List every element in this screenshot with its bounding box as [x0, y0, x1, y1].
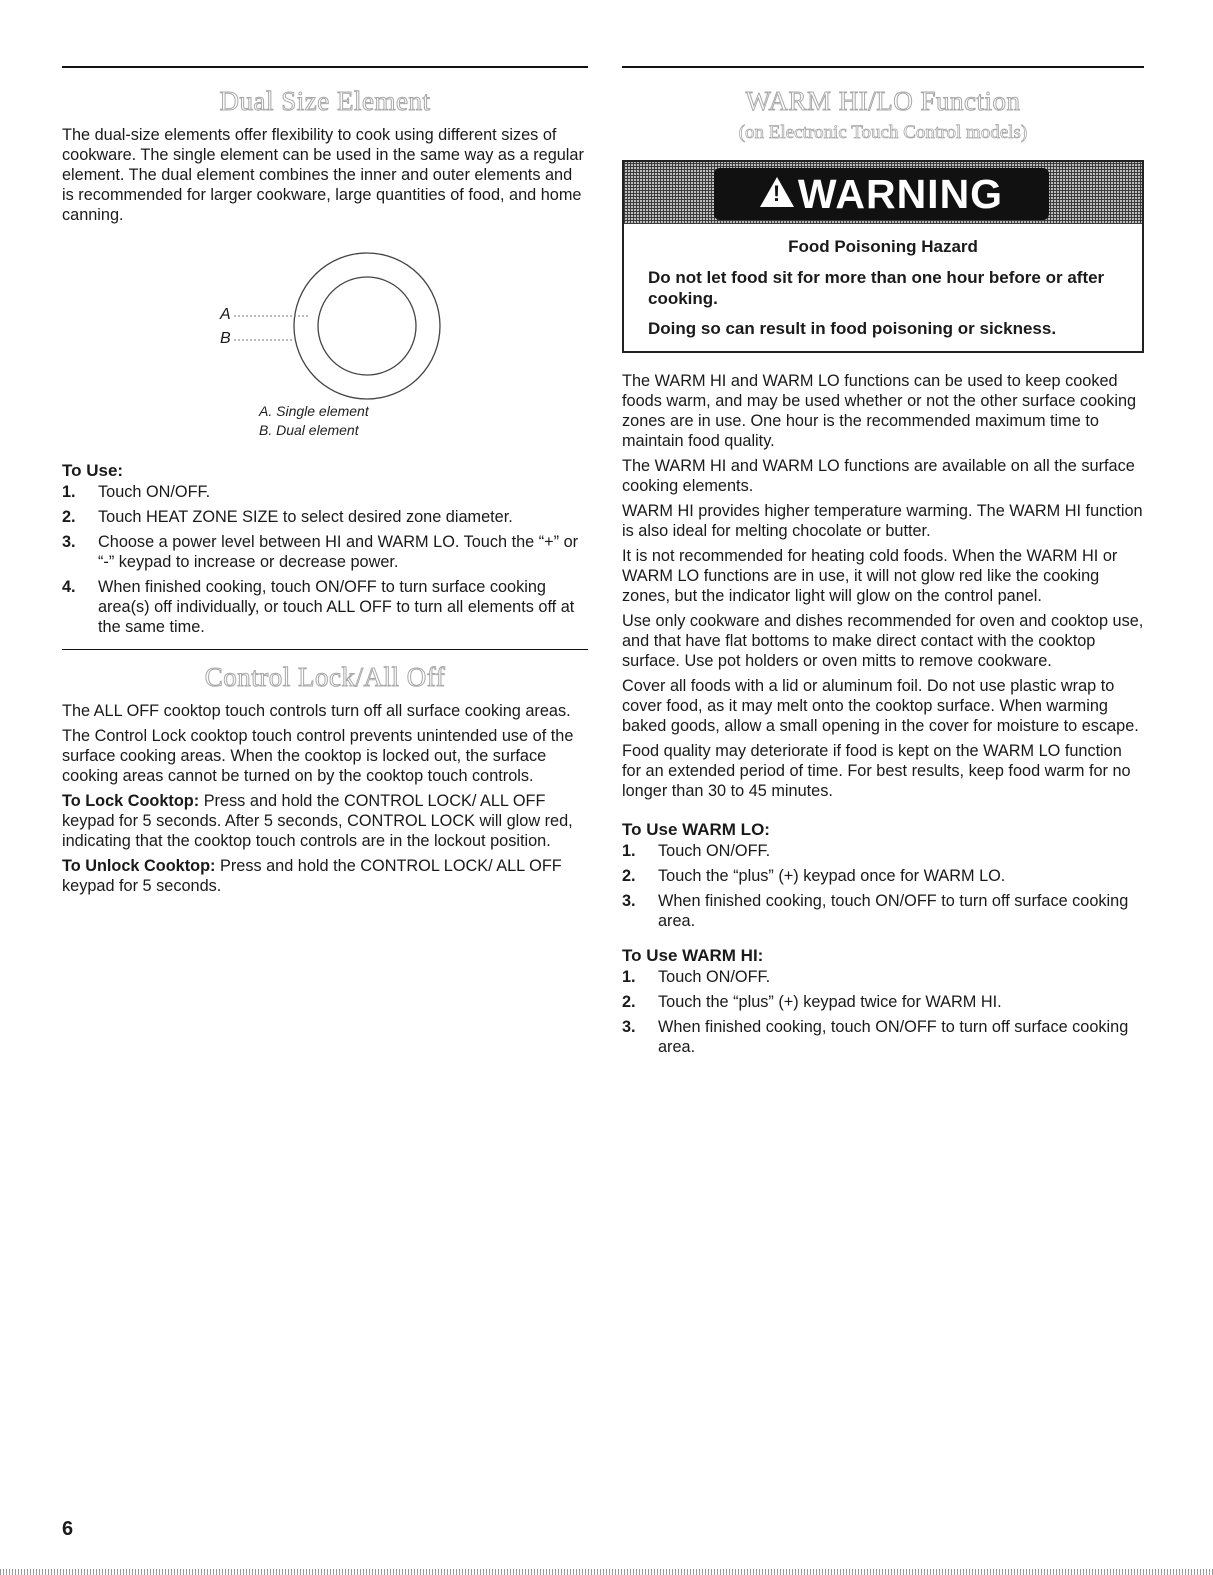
left-column [62, 66, 588, 901]
unlock-cooktop-text: Press and hold the CONTROL LOCK/ ALL OFF keypad for 5 seconds. [62, 857, 562, 895]
warm-paragraph: Cover all foods with a lid or aluminum foil. Do not use plastic wrap to cover food, as it may melt onto the cooktop surface. When warming baked goods, allow a small opening in the cover for moisture to escape. [622, 677, 1139, 735]
step-number: 1. [62, 483, 76, 501]
step-text: Touch the “plus” (+) keypad once for WARM LO. [658, 867, 1006, 885]
step-text: Choose a power level between HI and WARM LO. Touch the “+” or “-” keypad to increase or decrease power. [98, 533, 579, 571]
step-number: 1. [622, 842, 636, 860]
warm-lo-steps [622, 841, 1144, 931]
to-use-steps [62, 482, 588, 637]
diagram-label-b: B [220, 330, 231, 347]
section-rule [62, 649, 588, 650]
warm-paragraph: Food quality may deteriorate if food is kept on the WARM LO function for an extended period of time. For best results, keep food warm for no longer than 30 to 45 minutes. [622, 742, 1131, 800]
list-item [622, 841, 1144, 861]
step-number: 2. [62, 508, 76, 526]
step-text: When finished cooking, touch ON/OFF to turn off surface cooking area. [658, 1018, 1129, 1056]
list-item [622, 992, 1144, 1012]
list-item [62, 577, 588, 637]
right-column [622, 66, 1144, 1062]
step-number: 2. [622, 867, 636, 885]
list-item [622, 1017, 1144, 1057]
warm-paragraph: The WARM HI and WARM LO functions can be used to keep cooked foods warm, and may be used whether or not the other surface cooking zones are in use. One hour is the recommended maximum time to maintain food quality. [622, 372, 1137, 450]
step-text: Touch ON/OFF. [658, 842, 771, 860]
step-number: 3. [622, 892, 636, 910]
step-text: Touch ON/OFF. [98, 483, 211, 501]
diagram-caption-b: B. Dual element [259, 422, 359, 438]
warning-heading: Food Poisoning Hazard [788, 237, 978, 256]
control-lock-p2: The Control Lock cooktop touch control prevents unintended use of the surface cooking areas. When the cooktop is locked out, the surface cooking areas cannot be turned on by the cooktop touch controls. [62, 727, 574, 785]
warning-triangle-icon [760, 177, 794, 207]
dual-element-illustration [62, 230, 588, 405]
step-number: 4. [62, 578, 76, 596]
page-number: 6 [62, 1518, 74, 1540]
warm-paragraph: WARM HI provides higher temperature warming. The WARM HI function is also ideal for melting chocolate or butter. [622, 502, 1143, 540]
step-number: 2. [622, 993, 636, 1011]
warm-paragraph: It is not recommended for heating cold foods. When the WARM HI or WARM LO functions are in use, it will not glow red like the cooking zones, but the indicator light will glow on the control panel. [622, 547, 1118, 605]
dual-size-title: Dual Size Element [219, 86, 431, 116]
lock-cooktop-label: To Lock Cooktop: [62, 792, 200, 810]
warm-paragraph: The WARM HI and WARM LO functions are available on all the surface cooking elements. [622, 457, 1135, 495]
step-number: 3. [62, 533, 76, 551]
diagram-label-a: A [220, 306, 231, 323]
warm-hi-steps [622, 967, 1144, 1057]
warning-label [714, 168, 1049, 220]
section-rule [622, 66, 1144, 68]
warning-body [624, 224, 1142, 351]
control-lock-title: Control Lock/All Off [204, 662, 446, 692]
lock-cooktop-text: Press and hold the CONTROL LOCK/ ALL OFF keypad for 5 seconds. After 5 seconds, CONTROL LOCK will glow red, indicating that the cooktop touch controls are in the lockout position. [62, 792, 573, 850]
to-use-heading: To Use: [62, 461, 124, 480]
step-text: Touch HEAT ZONE SIZE to select desired zone diameter. [98, 508, 513, 526]
warm-function-subtitle: (on Electronic Touch Control models) [738, 122, 1028, 143]
diagram-caption-a: A. Single element [259, 403, 369, 419]
warning-line-2: Doing so can result in food poisoning or sickness. [648, 319, 1057, 338]
warm-hi-heading: To Use WARM HI: [622, 946, 764, 965]
warm-function-title: WARM HI/LO Function [745, 86, 1021, 116]
list-item [62, 507, 588, 527]
step-text: When finished cooking, touch ON/OFF to turn off surface cooking area. [658, 892, 1129, 930]
section-rule [62, 66, 588, 68]
warning-box [622, 160, 1144, 353]
list-item [62, 482, 588, 502]
list-item [622, 891, 1144, 931]
step-text: When finished cooking, touch ON/OFF to turn surface cooking area(s) off individually, or touch ALL OFF to turn all elements off at the same time. [98, 578, 575, 636]
lock-cooktop-paragraph [62, 791, 588, 851]
warning-banner [624, 162, 1142, 224]
dual-size-intro: The dual-size elements offer flexibility to cook using different sizes of cookware. The single element can be used in the same way as a regular element. The dual element combines the inner and outer elements and is recommended for larger cookware, large quantities of food, and home canning. [62, 126, 584, 224]
warm-lo-heading: To Use WARM LO: [622, 820, 770, 839]
unlock-cooktop-label: To Unlock Cooktop: [62, 857, 216, 875]
dual-element-diagram [62, 230, 588, 460]
unlock-cooktop-paragraph [62, 856, 588, 896]
step-number: 1. [622, 968, 636, 986]
warning-line-1: Do not let food sit for more than one hour before or after cooking. [648, 268, 1105, 308]
warning-exclamation: ! [772, 181, 782, 206]
warm-paragraph: Use only cookware and dishes recommended for oven and cooktop use, and that have flat bottoms to make direct contact with the cooktop surface. Use pot holders or oven mitts to remove cookware. [622, 612, 1144, 670]
list-item [622, 967, 1144, 987]
list-item [622, 866, 1144, 886]
step-text: Touch the “plus” (+) keypad twice for WARM HI. [658, 993, 1002, 1011]
step-number: 3. [622, 1018, 636, 1036]
list-item [62, 532, 588, 572]
scan-edge [0, 1569, 1213, 1575]
warning-text: WARNING [797, 170, 1004, 217]
step-text: Touch ON/OFF. [658, 968, 771, 986]
warm-function-body [622, 371, 1144, 801]
control-lock-p1: The ALL OFF cooktop touch controls turn off all surface cooking areas. [62, 702, 571, 720]
